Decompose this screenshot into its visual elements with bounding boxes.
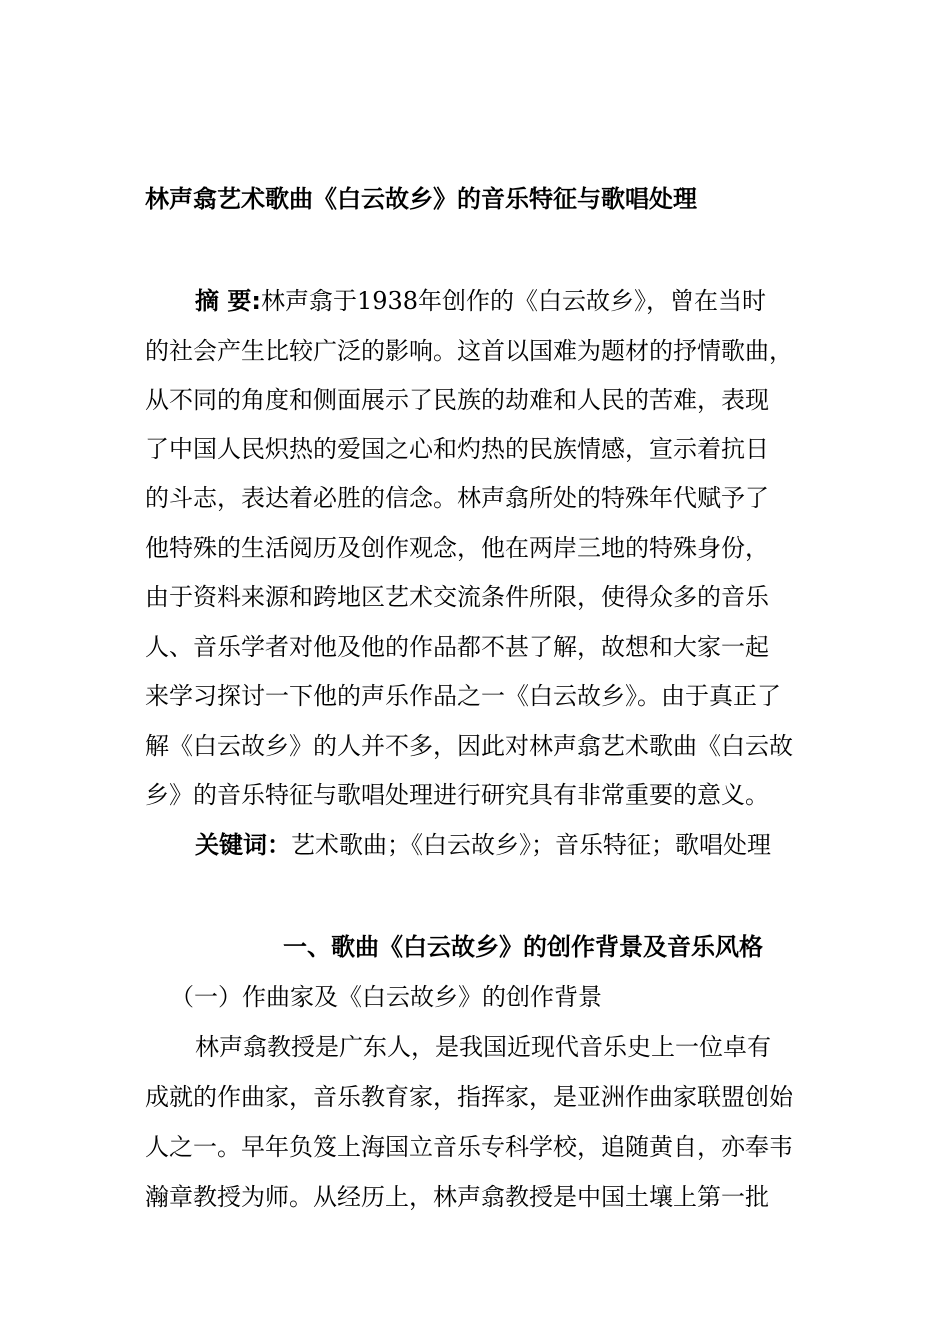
section-heading: 一、歌曲《白云故乡》的创作背景及音乐风格	[283, 933, 763, 961]
abstract-line: 的斗志，表达着必胜的信念。林声翕所处的特殊年代赋予了	[145, 484, 769, 512]
abstract-line: 来学习探讨一下他的声乐作品之一《白云故乡》。由于真正了	[145, 682, 781, 710]
abstract-colon: :	[251, 287, 261, 315]
abstract-label: 摘 要	[195, 287, 252, 315]
body-line: 人之一。早年负笈上海国立音乐专科学校，追随黄自，亦奉韦	[145, 1133, 793, 1161]
abstract-line: 的社会产生比较广泛的影响。这首以国难为题材的抒情歌曲，	[145, 337, 793, 365]
abstract-first-line	[195, 286, 825, 316]
body-line: 林声翕教授是广东人，是我国近现代音乐史上一位卓有	[195, 1033, 771, 1061]
section-subheading: （一）作曲家及《白云故乡》的创作背景	[170, 983, 602, 1011]
keywords-line	[195, 830, 825, 860]
body-line: 成就的作曲家，音乐教育家，指挥家，是亚洲作曲家联盟创始	[145, 1083, 793, 1111]
document-title: 林声翕艺术歌曲《白云故乡》的音乐特征与歌唱处理	[145, 185, 697, 213]
abstract-line: 他特殊的生活阅历及创作观念，他在两岸三地的特殊身份，	[145, 534, 769, 562]
abstract-line: 人、音乐学者对他及他的作品都不甚了解，故想和大家一起	[145, 633, 769, 661]
abstract-line: 由于资料来源和跨地区艺术交流条件所限，使得众多的音乐	[145, 583, 769, 611]
body-line: 瀚章教授为师。从经历上，林声翕教授是中国土壤上第一批	[145, 1183, 769, 1211]
abstract-line: 解《白云故乡》的人并不多，因此对林声翕艺术歌曲《白云故	[145, 732, 793, 760]
abstract-line: 林声翕于1938年创作的《白云故乡》，曾在当时	[260, 287, 767, 315]
keywords-text: 艺术歌曲；《白云故乡》；音乐特征；歌唱处理	[291, 831, 771, 859]
abstract-line: 了中国人民炽热的爱国之心和灼热的民族情感，宣示着抗日	[145, 435, 769, 463]
keywords-label: 关键词：	[195, 831, 291, 859]
abstract-line: 乡》的音乐特征与歌唱处理进行研究具有非常重要的意义。	[145, 781, 769, 809]
abstract-line: 从不同的角度和侧面展示了民族的劫难和人民的苦难，表现	[145, 386, 769, 414]
